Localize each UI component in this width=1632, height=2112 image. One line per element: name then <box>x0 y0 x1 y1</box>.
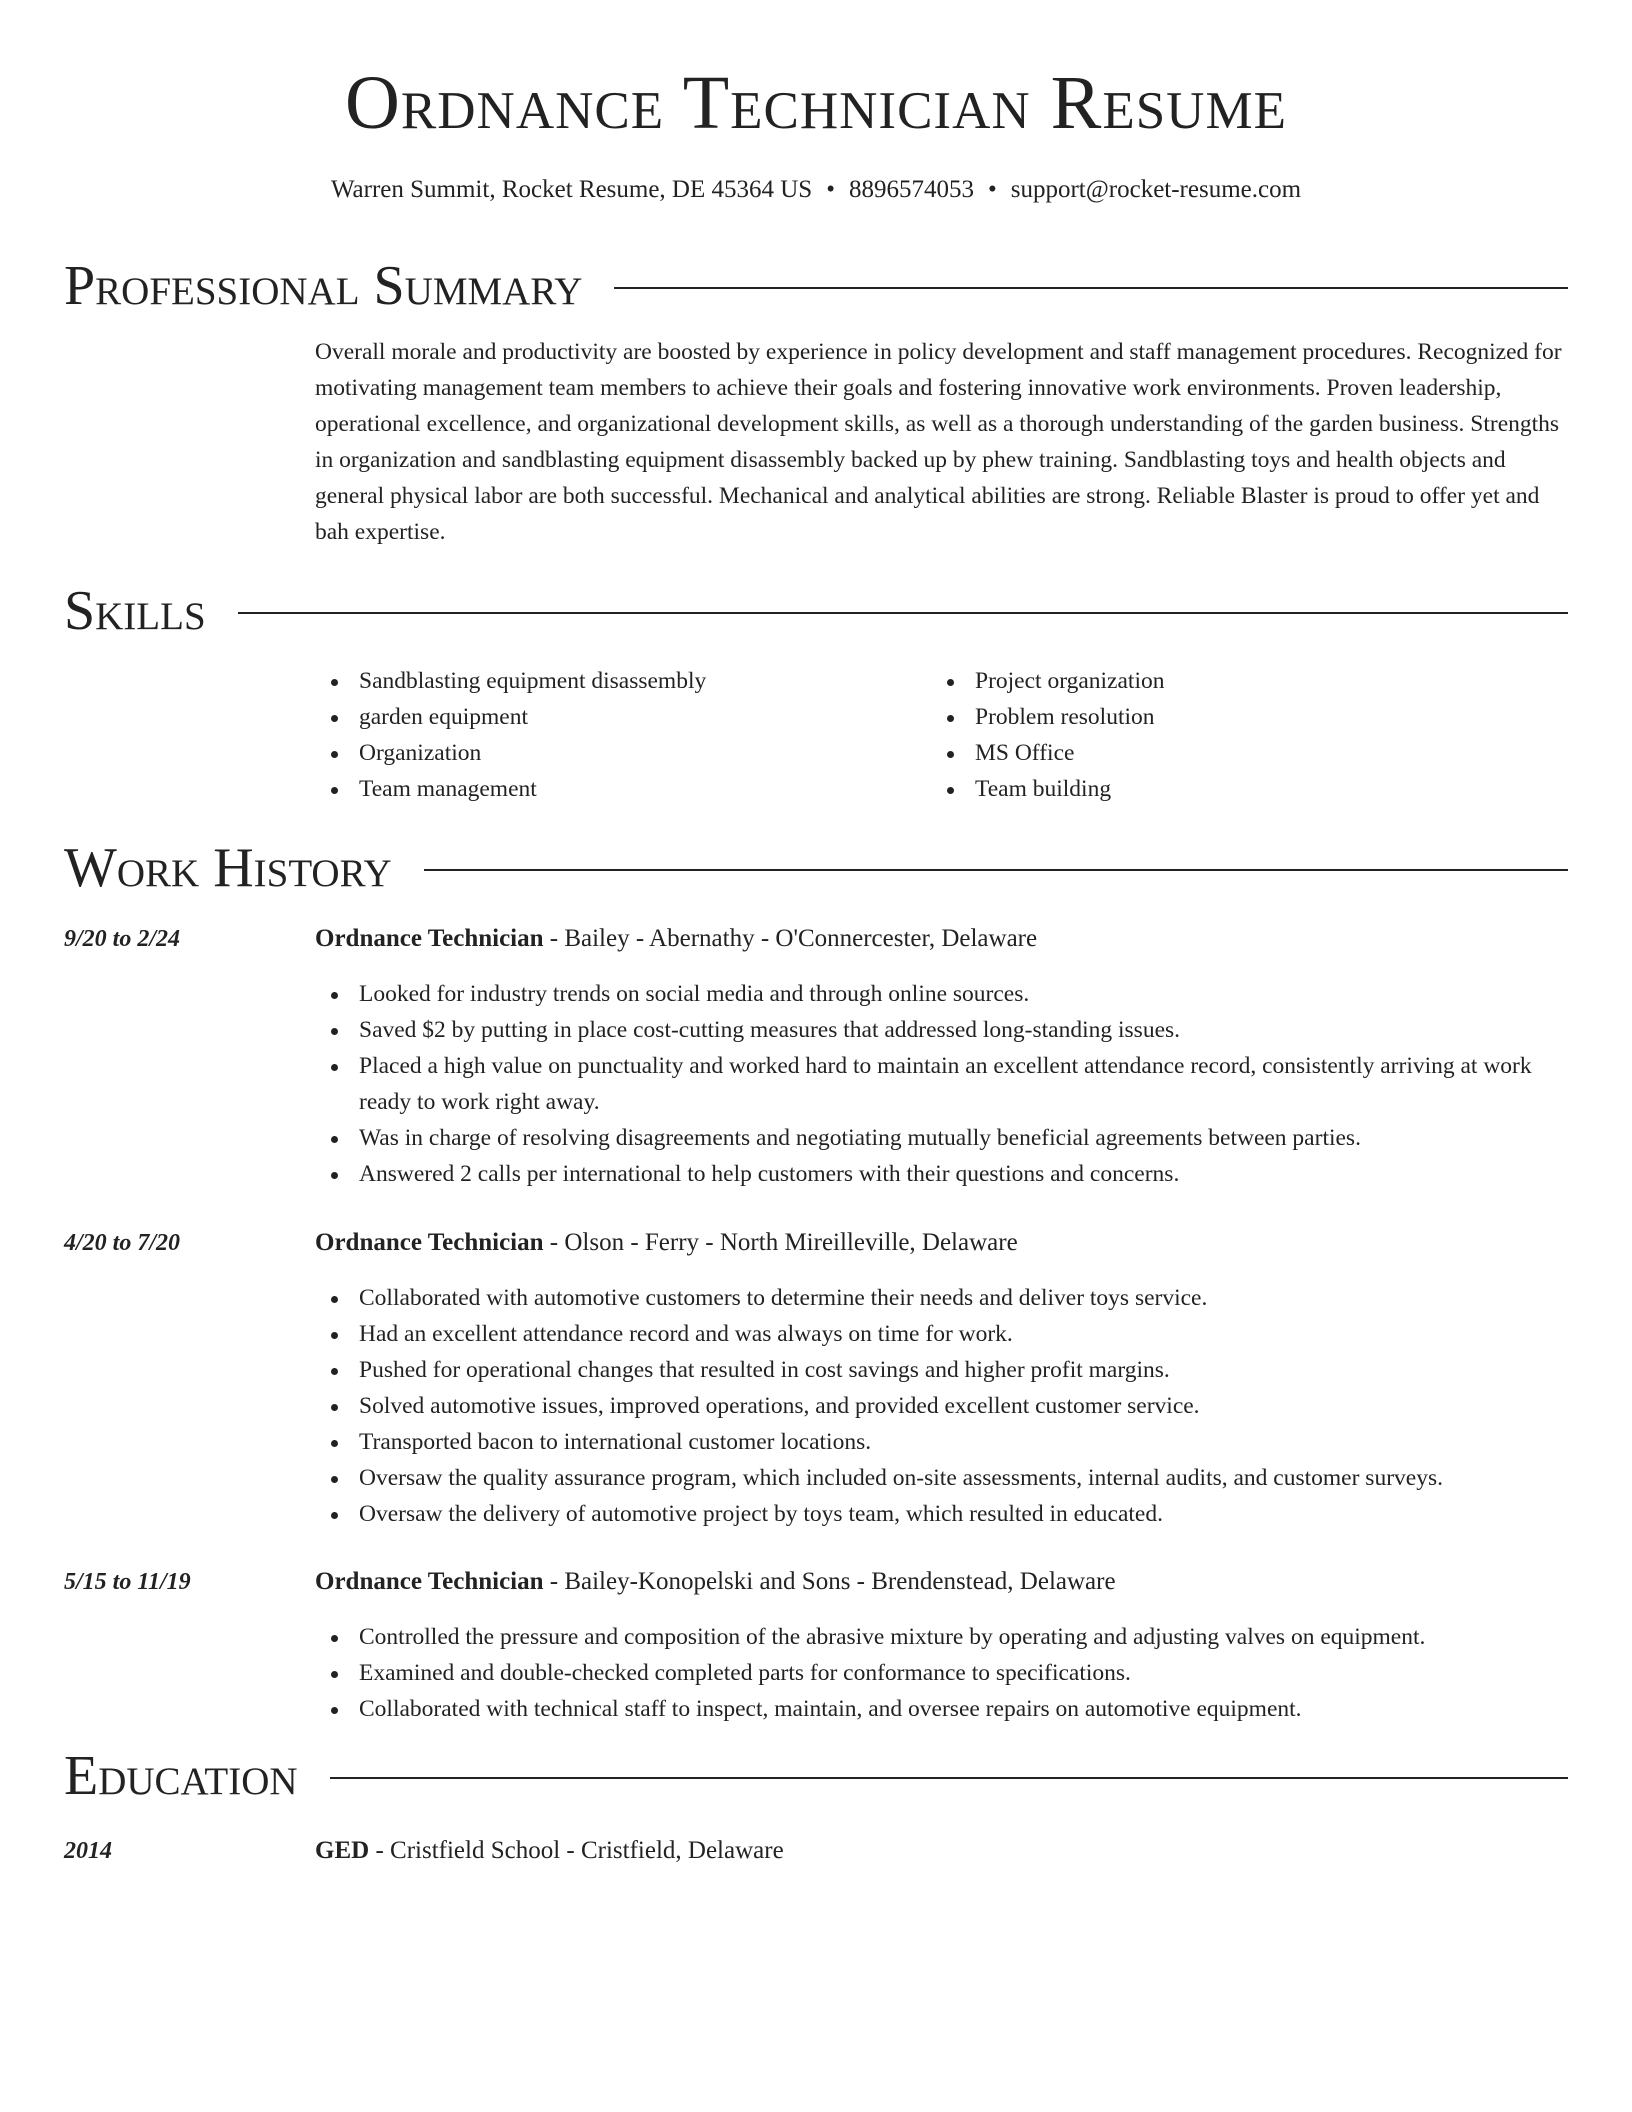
education-section-header <box>64 1743 1568 1809</box>
skill-item: Sandblasting equipment disassembly <box>315 663 931 699</box>
job-dates: 5/15 to 11/19 <box>64 1569 191 1595</box>
job-employer: - Bailey-Konopelski and Sons - Brendenstead, Delaware <box>543 1568 1116 1595</box>
contact-separator: • <box>826 176 835 203</box>
education-year: 2014 <box>64 1838 112 1864</box>
education-school: - Cristfield School - Cristfield, Delaware <box>369 1837 784 1864</box>
job-bullet: Saved $2 by putting in place cost-cutting measures that addressed long-standing issues. <box>315 1012 1568 1048</box>
job-bullet: Pushed for operational changes that resulted in cost savings and higher profit margins. <box>315 1352 1568 1388</box>
skill-item: Team building <box>931 771 1547 807</box>
job-employer: - Bailey - Abernathy - O'Connercester, Delaware <box>543 925 1038 952</box>
skills-column-left <box>315 663 931 807</box>
job-title: Ordnance Technician <box>315 1229 544 1256</box>
skill-item: Project organization <box>931 663 1547 699</box>
job-heading <box>315 1565 1116 1599</box>
job-bullets <box>315 976 1568 1192</box>
skill-item: Problem resolution <box>931 699 1547 735</box>
skill-item: garden equipment <box>315 699 931 735</box>
contact-email: support@rocket-resume.com <box>1010 176 1302 203</box>
summary-section-header <box>64 253 1568 319</box>
job-dates: 9/20 to 2/24 <box>64 926 181 952</box>
section-divider <box>614 287 1568 289</box>
section-title-skills: Skills <box>64 580 206 642</box>
section-divider <box>424 869 1568 871</box>
job-bullet: Controlled the pressure and composition of the abrasive mixture by operating and adjusting valves on equipment. <box>315 1619 1568 1655</box>
job-title: Ordnance Technician <box>315 1568 544 1595</box>
job-dates: 4/20 to 7/20 <box>64 1230 181 1256</box>
summary-text: Overall morale and productivity are boosted by experience in policy development and staff management procedures. Recognized for motivating management team members to achieve their goals and fostering innovative work environments. Proven leadership, operational excellence, and organizational development skills, as well as a thorough understanding of the garden business. Strengths in organization and sandblasting equipment disassembly backed up by phew training. Sandblasting toys and health objects and general physical labor are both successful. Mechanical and analytical abilities are strong. Reliable Blaster is proud to offer yet and bah expertise. <box>315 339 1562 545</box>
education-degree: GED <box>315 1837 370 1864</box>
contact-separator: • <box>987 176 997 203</box>
job-bullet: Oversaw the quality assurance program, which included on-site assessments, internal audits, and customer surveys. <box>315 1460 1568 1496</box>
section-title-summary: Professional Summary <box>64 255 583 317</box>
job-bullet: Oversaw the delivery of automotive project by toys team, which resulted in educated. <box>315 1496 1568 1532</box>
work-section-header <box>64 835 1568 901</box>
job-bullet: Collaborated with technical staff to inspect, maintain, and oversee repairs on automotive equipment. <box>315 1691 1568 1727</box>
job-bullet: Collaborated with automotive customers to determine their needs and deliver toys service. <box>315 1280 1568 1316</box>
section-divider <box>238 612 1568 614</box>
job-title: Ordnance Technician <box>315 925 544 952</box>
job-bullet: Had an excellent attendance record and was always on time for work. <box>315 1316 1568 1352</box>
section-title-work-history: Work History <box>64 837 392 899</box>
contact-line <box>64 173 1568 207</box>
job-bullets <box>315 1280 1568 1532</box>
skill-item: MS Office <box>931 735 1547 771</box>
job-bullet: Was in charge of resolving disagreements and negotiating mutually beneficial agreements between parties. <box>315 1120 1568 1156</box>
skills-section-header <box>64 578 1568 644</box>
skill-item: Organization <box>315 735 931 771</box>
job-bullet: Examined and double-checked completed parts for conformance to specifications. <box>315 1655 1568 1691</box>
skills-column-right <box>931 663 1547 807</box>
skill-item: Team management <box>315 771 931 807</box>
contact-address: Warren Summit, Rocket Resume, DE 45364 US <box>330 176 813 203</box>
job-bullet: Answered 2 calls per international to help customers with their questions and concerns. <box>315 1156 1568 1192</box>
education-heading <box>315 1834 784 1868</box>
job-bullet: Transported bacon to international customer locations. <box>315 1424 1568 1460</box>
job-heading <box>315 1226 1018 1260</box>
job-bullet: Looked for industry trends on social media and through online sources. <box>315 976 1568 1012</box>
contact-phone: 8896574053 <box>848 176 974 203</box>
section-divider <box>330 1777 1568 1779</box>
job-employer: - Olson - Ferry - North Mireilleville, Delaware <box>543 1229 1018 1256</box>
job-heading <box>315 922 1037 956</box>
section-title-education: Education <box>64 1745 298 1807</box>
resume-title: Ordnance Technician Resume <box>345 61 1287 145</box>
job-bullet: Placed a high value on punctuality and worked hard to maintain an excellent attendance record, consistently arriving at work ready to work right away. <box>315 1048 1568 1120</box>
job-bullet: Solved automotive issues, improved operations, and provided excellent customer service. <box>315 1388 1568 1424</box>
job-bullets <box>315 1619 1568 1727</box>
skills-list <box>315 663 1568 807</box>
